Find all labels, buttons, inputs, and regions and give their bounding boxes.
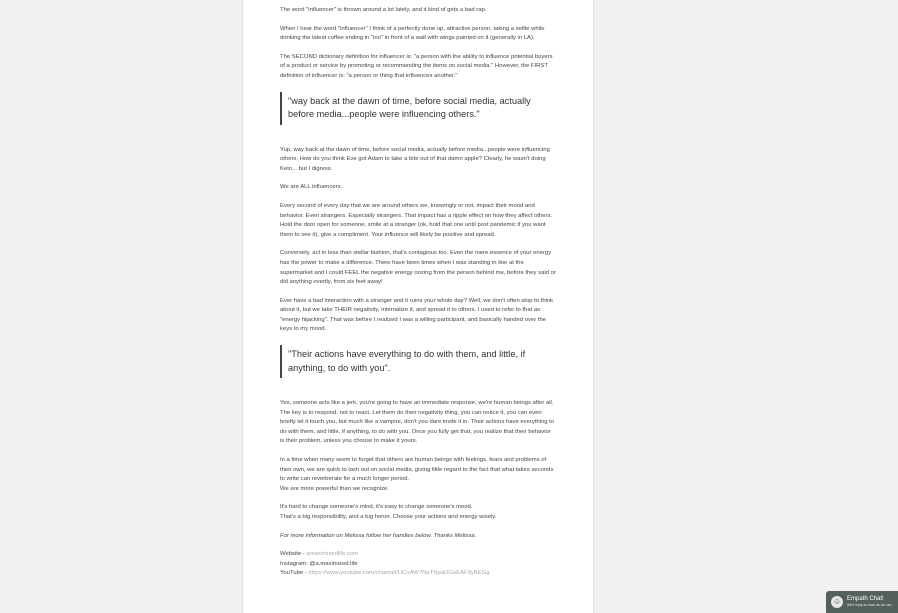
paragraph-intro: The word "influencer" is thrown around a lot lately, and it kind of gets a bad rap. [280, 7, 487, 13]
paragraph-every-second: Every second of every day that we are around others we, knowingly or not, impact their mood and behavior. Even strangers. Especially strangers. That impact has a ripple effect on how they affect others. Hold the door open for someone, smile at a stranger (ok, hold that one until post pandemic if you want them to see it), give a compliment. Your influence will likely be positive and spread. [280, 202, 553, 238]
pull-quote-their-actions: "Their actions have everything to do with them, and little, if anything, to do with you". [280, 345, 556, 378]
instagram-link[interactable]: @a.maximized.life [309, 560, 358, 567]
paragraph-definitions: The SECOND dictionary definition for influencer is: "a person with the ability to influence potential buyers of a product or service by promoting or recommending the items on social media." However, the FIRST definition of influencer is: "a person or thing that influences another." [280, 53, 553, 79]
paragraph-change-mood: It's hard to change someone's mind, it's easy to change someone's mood. That's a big responsibility, and a big honor. Choose your actions and energy wisely. [280, 504, 497, 520]
website-row [280, 550, 556, 560]
paragraph-all-influencers: We are ALL influencers. [280, 184, 343, 191]
chat-text [847, 596, 892, 608]
pull-quote-dawn-of-time: "way back at the dawn of time, before social media, actually before media...people were influencing others." [280, 92, 556, 125]
chat-title: Empath Chat! [847, 596, 884, 602]
youtube-row [280, 569, 556, 579]
youtube-label: YouTube - [280, 570, 309, 577]
paragraph-eve-adam: Yup, way back at the dawn of time, before social media, actually before media...people were influencing others. How do you think Eve got Adam to take a bite out of that damn apple? Clearly, he wasn't doing Keto... but I digress. [280, 146, 550, 172]
website-label: Website - [280, 551, 307, 558]
paragraph-bad-interaction: Ever have a bad interaction with a stranger and it ruins your whole day? Well, we don't often stop to think about it, but we take THEIR negativity, internalize it, and spread it to others. I used to refer to that as "energy hijacking". That was before I realized I was a willing participant, and basically handed over the keys to my mood. [280, 297, 554, 333]
paragraph-social-media: In a time when many seem to forget that others are human beings with feelings, fears and problems of their own, we are quick to lash out on social media, giving little regard to the fact that what takes seconds to write can reverberate for a much longer period. We are more powerful than we recognize. [280, 457, 554, 492]
closing-note: For more information on Melissa follow her handles below. Thanks Melissa. [280, 532, 477, 539]
social-links [280, 550, 556, 579]
paragraph-influencer-image: When I hear the word "influencer" I think of a perfectly done up, attractive person, taking a selfie while drinking the latest coffee ending in "ino" in front of a wall with wings painted on it (generally in LA). [280, 25, 545, 42]
youtube-link[interactable]: https://www.youtube.com/channel/UCnAW7NpTNpqDGeEAF9yBEGg [308, 570, 490, 577]
paragraph-respond-not-react: Yes, someone acts like a jerk, you're going to have an immediate response, we're human beings after all. The key is to respond, not to react. Let them do their negativity thing, you can notice it, you can even briefly let it touch you, but much like a vampire, don't you dare invite it in. Their actions have everything to do with them, and little, if anything, to do with you. Once you fully get that, you realize that their behavior is their problem, unless you choose to make it yours. [280, 400, 555, 445]
instagram-label: Instagram: [280, 560, 310, 567]
website-link[interactable]: amaximizedlife.com [306, 551, 359, 558]
chat-subtitle: We'll reply as soon as we can [847, 603, 892, 607]
paragraph-conversely: Conversely, act in less than stellar fashion, that's contagious too. Even the mere essence of your energy has the power to make a difference. There have been times when I was standing in line at the supermarket and I could FEEL the negative energy oozing from the person behind me, before they said or did anything overtly, from six feet away! [280, 250, 556, 286]
chat-widget-button[interactable] [826, 591, 898, 613]
blog-article [242, 0, 594, 613]
chat-bubble-icon: ☺ [832, 597, 842, 606]
instagram-row [280, 560, 556, 570]
